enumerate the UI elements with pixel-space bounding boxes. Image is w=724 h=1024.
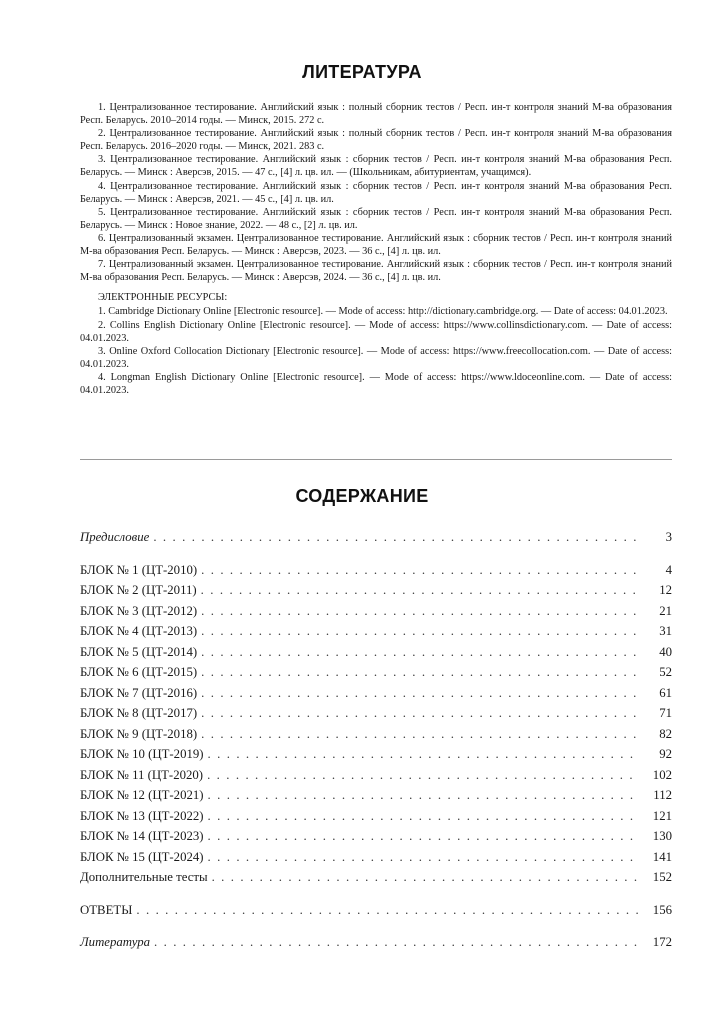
toc-page-number: 3 bbox=[665, 530, 672, 544]
toc-page-number: 156 bbox=[652, 902, 672, 917]
toc-page-number: 40 bbox=[659, 644, 672, 659]
toc-page-number: 71 bbox=[659, 706, 672, 720]
toc-entry[interactable] bbox=[80, 806, 672, 827]
toc-entry[interactable] bbox=[80, 724, 672, 745]
toc-page-number: 12 bbox=[659, 583, 672, 597]
toc-leader bbox=[201, 703, 638, 724]
toc-page-number: 141 bbox=[652, 849, 672, 864]
toc-entry-label: БЛОК № 11 (ЦТ-2020) bbox=[80, 767, 204, 782]
toc-entry[interactable] bbox=[80, 765, 672, 786]
toc-entry-label: БЛОК № 6 (ЦТ-2015) bbox=[80, 665, 198, 679]
reference-item: 6. Централизованный экзамен. Централизованное тестирование. Английский язык : сборник тестов / Респ. ин-т контроля знаний М-ва образования Респ. Беларусь. — Минск : Аверсэв, 2023. — 36 с., [4] л. цв. ил. bbox=[80, 232, 672, 258]
toc-entry-label: БЛОК № 1 (ЦТ-2010) bbox=[80, 562, 198, 577]
toc-leader bbox=[208, 847, 638, 868]
toc-page-number: 112 bbox=[653, 788, 672, 802]
toc-leader bbox=[153, 527, 638, 548]
toc-entry[interactable] bbox=[80, 560, 672, 581]
toc-entry-literature[interactable] bbox=[80, 932, 672, 953]
toc-leader bbox=[201, 560, 638, 581]
toc-page-number: 82 bbox=[659, 726, 672, 741]
toc-page-number: 130 bbox=[652, 829, 672, 843]
toc-page-number: 92 bbox=[659, 747, 672, 761]
toc-entry-preface[interactable] bbox=[80, 527, 672, 548]
toc-entry-label: БЛОК № 3 (ЦТ-2012) bbox=[80, 603, 198, 618]
toc-entry[interactable] bbox=[80, 621, 672, 642]
toc-leader bbox=[201, 642, 638, 663]
toc-entry[interactable] bbox=[80, 580, 672, 601]
toc-entry-label: БЛОК № 2 (ЦТ-2011) bbox=[80, 583, 197, 597]
toc-leader bbox=[201, 724, 638, 745]
toc-entry-label: ОТВЕТЫ bbox=[80, 902, 133, 917]
toc-leader bbox=[208, 826, 638, 847]
toc-leader bbox=[154, 932, 638, 953]
toc-leader bbox=[201, 601, 638, 622]
toc-entry[interactable] bbox=[80, 601, 672, 622]
toc-entry[interactable] bbox=[80, 826, 672, 847]
toc-entry-label: БЛОК № 5 (ЦТ-2014) bbox=[80, 644, 198, 659]
toc-leader bbox=[136, 900, 638, 921]
toc-page-number: 61 bbox=[659, 685, 672, 700]
toc-page-number: 52 bbox=[659, 665, 672, 679]
toc-entry-label: Дополнительные тесты bbox=[80, 870, 208, 884]
section-divider bbox=[80, 459, 672, 460]
toc-entry-label: Предисловие bbox=[80, 530, 150, 544]
toc-leader bbox=[212, 867, 638, 888]
toc-entry[interactable] bbox=[80, 847, 672, 868]
literature-title: ЛИТЕРАТУРА bbox=[302, 62, 422, 82]
reference-list bbox=[80, 101, 672, 397]
electronic-reference-item: 2. Collins English Dictionary Online [Electronic resource]. — Mode of access: https://www.collinsdictionary.com. — Date of access: 04.01.2023. bbox=[80, 319, 672, 344]
electronic-reference-item: 1. Cambridge Dictionary Online [Electronic resource]. — Mode of access: http://dictionary.cambridge.org. — Date of access: 04.01.2023. bbox=[98, 306, 668, 318]
toc-leader bbox=[201, 683, 638, 704]
toc-entry[interactable] bbox=[80, 683, 672, 704]
table-of-contents bbox=[80, 527, 672, 953]
toc-entry-label: БЛОК № 15 (ЦТ-2024) bbox=[80, 849, 204, 864]
toc-page-number: 121 bbox=[652, 808, 672, 823]
reference-item: 7. Централизованный экзамен. Централизованное тестирование. Английский язык : сборник тестов / Респ. ин-т контроля знаний М-ва образования Респ. Беларусь. — Минск : Аверсэв, 2024. — 36 с., [4] л. цв. ил. bbox=[80, 259, 672, 284]
toc-entry[interactable] bbox=[80, 867, 672, 888]
toc-leader bbox=[201, 662, 638, 683]
electronic-resources-heading: ЭЛЕКТРОННЫЕ РЕСУРСЫ: bbox=[98, 292, 228, 304]
contents-title: СОДЕРЖАНИЕ bbox=[295, 486, 429, 506]
toc-entry-label: БЛОК № 10 (ЦТ-2019) bbox=[80, 747, 204, 761]
reference-item: 5. Централизованное тестирование. Английский язык : сборник тестов / Респ. ин-т контроля знаний М-ва образования Респ. Беларусь. — Минск : Новое знание, 2022. — 48 с., [2] л. цв. ил. bbox=[80, 206, 672, 231]
toc-entry-label: Литература bbox=[80, 935, 151, 949]
reference-item: 1. Централизованное тестирование. Английский язык : полный сборник тестов / Респ. ин-т контроля знаний М-ва образования Респ. Беларусь. 2010–2014 годы. — Минск, 2015. 272 с. bbox=[80, 102, 672, 127]
toc-leader bbox=[208, 744, 638, 765]
toc-entry-label: БЛОК № 7 (ЦТ-2016) bbox=[80, 685, 198, 700]
reference-item: 2. Централизованное тестирование. Английский язык : полный сборник тестов / Респ. ин-т контроля знаний М-ва образования Респ. Беларусь. 2016–2020 годы. — Минск, 2021. 283 с. bbox=[80, 128, 672, 153]
toc-entry-label: БЛОК № 12 (ЦТ-2021) bbox=[80, 788, 204, 802]
toc-entry-label: БЛОК № 4 (ЦТ-2013) bbox=[80, 624, 198, 638]
reference-item: 3. Централизованное тестирование. Английский язык : сборник тестов / Респ. ин-т контроля знаний М-ва образования Респ. Беларусь. — Минск : Аверсэв, 2015. — 47 с., [4] л. цв. ил. — (Школьникам, абитуриентам, учащимся). bbox=[80, 154, 672, 179]
toc-page-number: 21 bbox=[659, 603, 672, 618]
toc-leader bbox=[201, 580, 638, 601]
toc-entry-label: БЛОК № 13 (ЦТ-2022) bbox=[80, 808, 204, 823]
toc-page-number: 102 bbox=[652, 767, 672, 782]
toc-entry[interactable] bbox=[80, 703, 672, 724]
toc-page-number: 172 bbox=[652, 935, 672, 949]
toc-entry-answers[interactable] bbox=[80, 900, 672, 921]
toc-page-number: 4 bbox=[665, 562, 672, 577]
toc-entry-label: БЛОК № 14 (ЦТ-2023) bbox=[80, 829, 204, 843]
toc-leader bbox=[208, 785, 638, 806]
toc-leader bbox=[208, 806, 638, 827]
toc-page-number: 152 bbox=[652, 870, 672, 884]
toc-entry[interactable] bbox=[80, 785, 672, 806]
reference-item: 4. Централизованное тестирование. Английский язык : сборник тестов / Респ. ин-т контроля знаний М-ва образования Респ. Беларусь. — Минск : Аверсэв, 2021. — 45 с., [4] л. цв. ил. bbox=[80, 180, 672, 205]
electronic-reference-item: 4. Longman English Dictionary Online [Electronic resource]. — Mode of access: https://www.ldoceonline.com. — Date of access: 04.01.2023. bbox=[80, 371, 672, 396]
toc-entry-label: БЛОК № 9 (ЦТ-2018) bbox=[80, 726, 198, 741]
toc-entry[interactable] bbox=[80, 642, 672, 663]
toc-leader bbox=[207, 765, 638, 786]
toc-page-number: 31 bbox=[659, 624, 672, 638]
toc-entry[interactable] bbox=[80, 744, 672, 765]
toc-leader bbox=[201, 621, 638, 642]
electronic-reference-item: 3. Online Oxford Collocation Dictionary [Electronic resource]. — Mode of access: https://www.freecollocation.com. — Date of access: 04.01.2023. bbox=[80, 345, 672, 370]
toc-entry-label: БЛОК № 8 (ЦТ-2017) bbox=[80, 706, 198, 720]
toc-entry[interactable] bbox=[80, 662, 672, 683]
